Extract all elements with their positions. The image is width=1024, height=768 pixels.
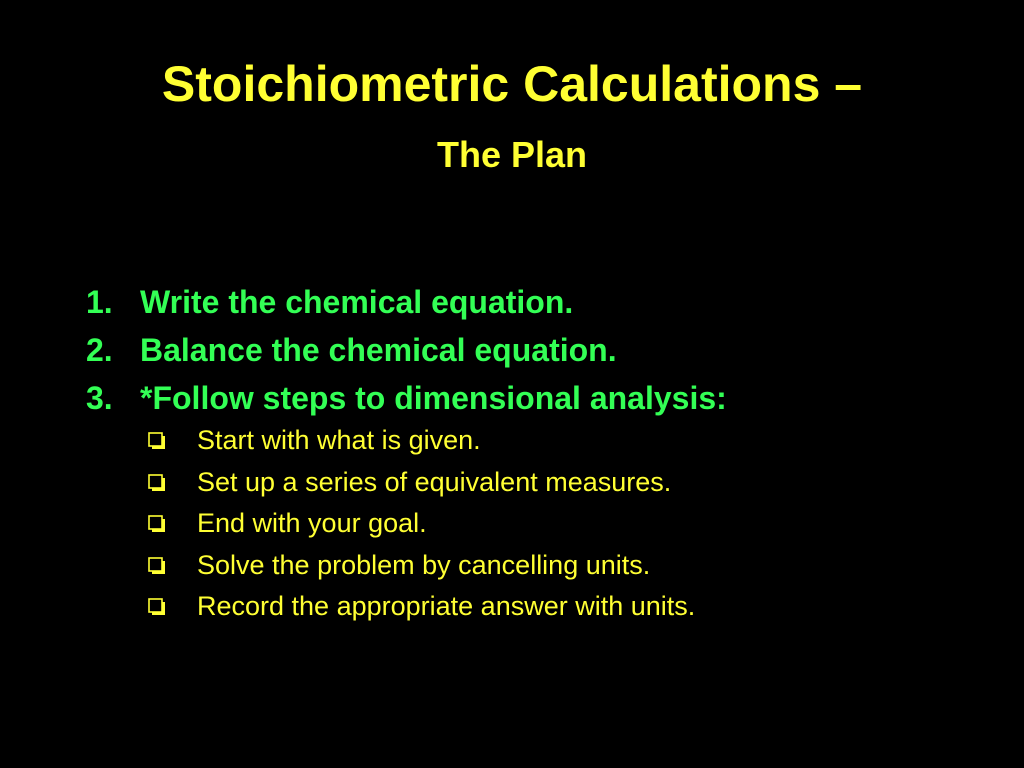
step-number: 3. <box>86 380 113 416</box>
step-text: Write the chemical equation. <box>140 284 574 320</box>
slide-title: Stoichiometric Calculations – <box>161 56 863 112</box>
substep-text: Set up a series of equivalent measures. <box>197 466 672 497</box>
slide-subtitle: The Plan <box>436 134 588 175</box>
step-number: 2. <box>86 332 113 368</box>
substep-text: Start with what is given. <box>197 425 481 455</box>
step-number: 1. <box>86 284 113 320</box>
step-text: *Follow steps to dimensional analysis: <box>140 380 727 416</box>
checkbox-icon <box>148 598 166 616</box>
step-text: Balance the chemical equation. <box>140 332 617 368</box>
checkbox-icon <box>148 432 166 450</box>
substep-text: Record the appropriate answer with units. <box>197 591 696 621</box>
substep-text: Solve the problem by cancelling units. <box>197 549 651 580</box>
checkbox-icon <box>148 557 166 575</box>
checkbox-icon <box>148 515 166 533</box>
checkbox-icon <box>148 474 166 492</box>
substep-text: End with your goal. <box>197 508 427 538</box>
